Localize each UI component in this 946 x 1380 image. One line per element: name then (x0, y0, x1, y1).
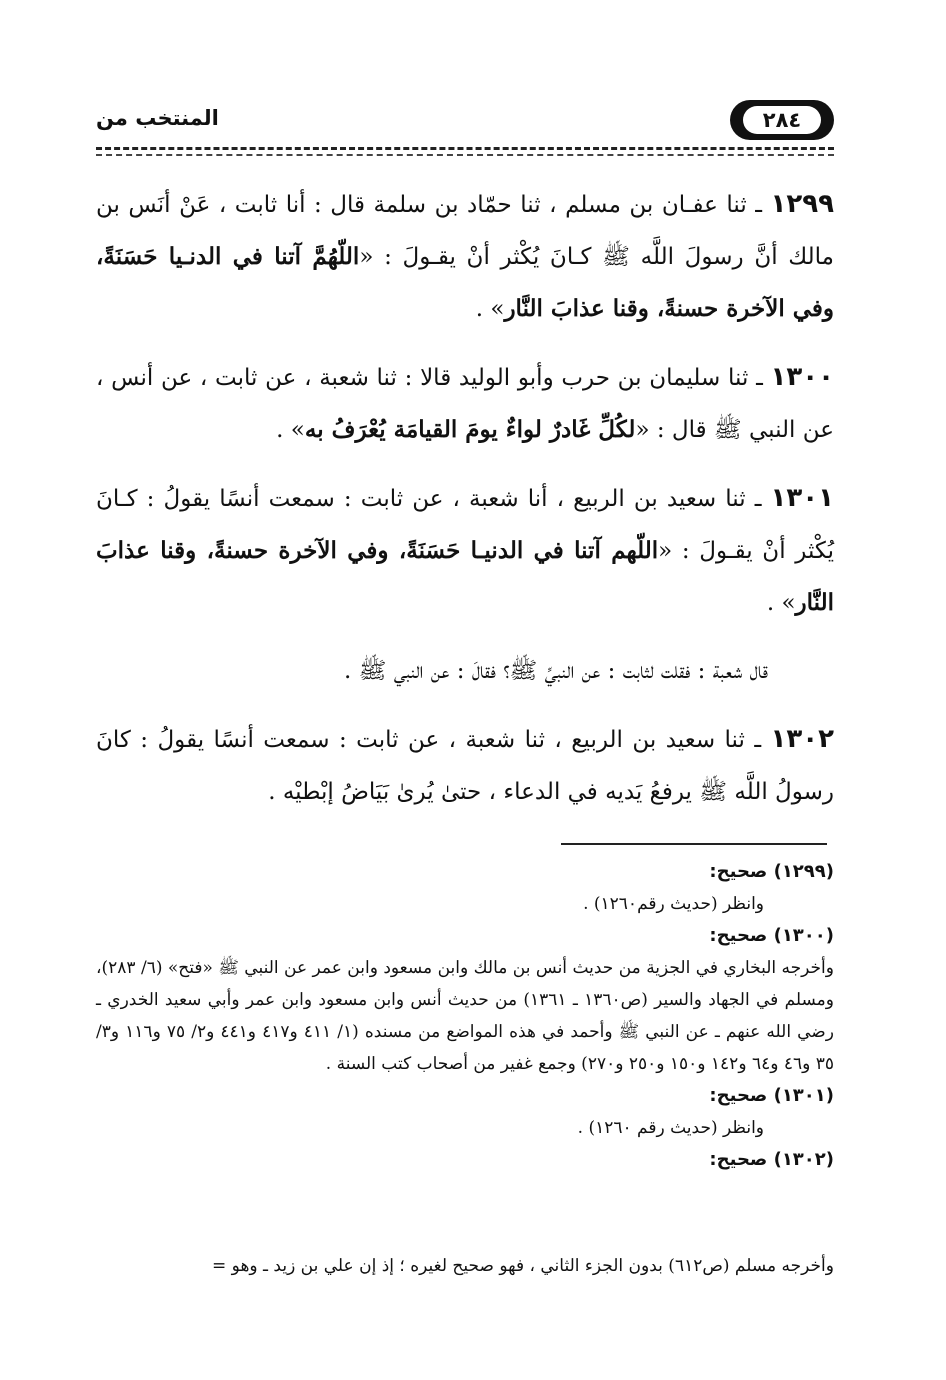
hadith-end: » . (276, 417, 305, 443)
hadith-1302 (96, 713, 834, 818)
hadith-number: ١٣٠١ (770, 483, 834, 513)
page-number: ٢٨٤ (743, 106, 821, 134)
hadith-1299 (96, 178, 834, 335)
main-text (96, 178, 834, 834)
header-divider-secondary (96, 154, 834, 156)
hadith-number: ١٢٩٩ (770, 189, 834, 219)
hadith-number: ١٣٠٠ (770, 362, 835, 392)
footnote-head-1300: (١٣٠٠) صحيح: (709, 925, 834, 946)
hadith-matn: اللّهُمَّ آتنا في الدنـيا حَسَنَةً، وفي الآخرة حسنةً، وقنا عذابَ النَّار (96, 243, 834, 322)
hadith-end: » . (475, 296, 505, 322)
footnote-head-1302: (١٣٠٢) صحيح: (709, 1149, 834, 1170)
shuba-note: قال شعبة : فقلت لثابت : عن النبيِّ ﷺ؟ فقالَ : عن النبي ﷺ . (344, 658, 768, 684)
page-header (96, 98, 834, 142)
footnote-body-1300: وأخرجه البخاري في الجزية من حديث أنس بن مالك وابن مسعود وابن عمر عن النبي ﷺ «فتح» (٦/ ٢٨٣)، ومسلم في الجهاد والسير (ص١٣٦٠ ـ ١٣٦١) من حديث أنس وابن مسعود وابن عمر وأبي سعيد الخدري ـ رضي الله عنهم ـ عن النبي ﷺ وأحمد في هذه المواضع من مسنده (١/ ٤١١ و٤١٧ و٤٤١ و٢/ ٧٥ و١١٦ و٣/ ٣٥ و٤٦ و٦٤ و١٤٢ و١٥٠ و٢٥٠ و٢٧٠) وجمع غفير من أصحاب كتب السنة . (96, 958, 834, 1074)
footnote-body-1299: وانظر (حديث رقم١٢٦٠) . (583, 894, 764, 914)
footnote-head-1299: (١٢٩٩) صحيح: (709, 861, 834, 882)
hadith-text: ـ ثنا سعيد بن الربيع ، ثنا شعبة ، عن ثابت : سمعت أنسًا يقولُ : كانَ رسولُ اللَّه ﷺ يرفعُ يَديه في الدعاء ، حتىٰ يُرىٰ بَيَاضُ إبْطيْه . (96, 727, 834, 805)
hadith-matn: اللّهم آتنا في الدنيـا حَسَنَةً، وفي الآخرة حسنةً، وقنا عذابَ النَّار (96, 537, 834, 616)
footnote-body-1301: وانظر (حديث رقم ١٢٦٠) . (577, 1118, 764, 1138)
hadith-text: ـ ثنا سليمان بن حرب وأبو الوليد قالا : ثنا شعبة ، عن ثابت ، عن أنس ، عن النبي ﷺ قال : « (96, 365, 834, 443)
hadith-1300 (96, 351, 834, 456)
footnote-body-1302: وأخرجه مسلم (ص٦١٢) بدون الجزء الثاني ، فهو صحيح لغيره ؛ إذ إن علي بن زيد ـ وهو = (212, 1256, 834, 1276)
hadith-text: ـ ثنا سعيد بن الربيع ، أنا شعبة ، عن ثابت : سمعت أنسًا يقولُ : كـانَ يُكْثر أنْ يقـولَ : « (96, 486, 834, 564)
hadith-1301 (96, 472, 834, 629)
footnote-head-1301: (١٣٠١) صحيح: (709, 1085, 834, 1106)
header-divider (96, 147, 834, 150)
page-number-badge (730, 100, 834, 140)
footnotes (96, 856, 834, 1176)
hadith-number: ١٣٠٢ (770, 724, 834, 754)
hadith-text: ـ ثنا عفـان بن مسلم ، ثنا حمّاد بن سلمة قال : أنا ثابت ، عَنْ أنَس بن مالك أنَّ رسولَ اللَّه ﷺ كـانَ يُكْثر أنْ يقـولَ : « (96, 192, 834, 270)
hadith-matn: لكُلِّ غَادرٌ لواءٌ يومَ القيامَة يُعْرَفُ به (304, 416, 636, 443)
footnote-divider (561, 843, 827, 845)
hadith-end: » . (766, 590, 796, 616)
running-title: المنتخب من (96, 106, 219, 130)
